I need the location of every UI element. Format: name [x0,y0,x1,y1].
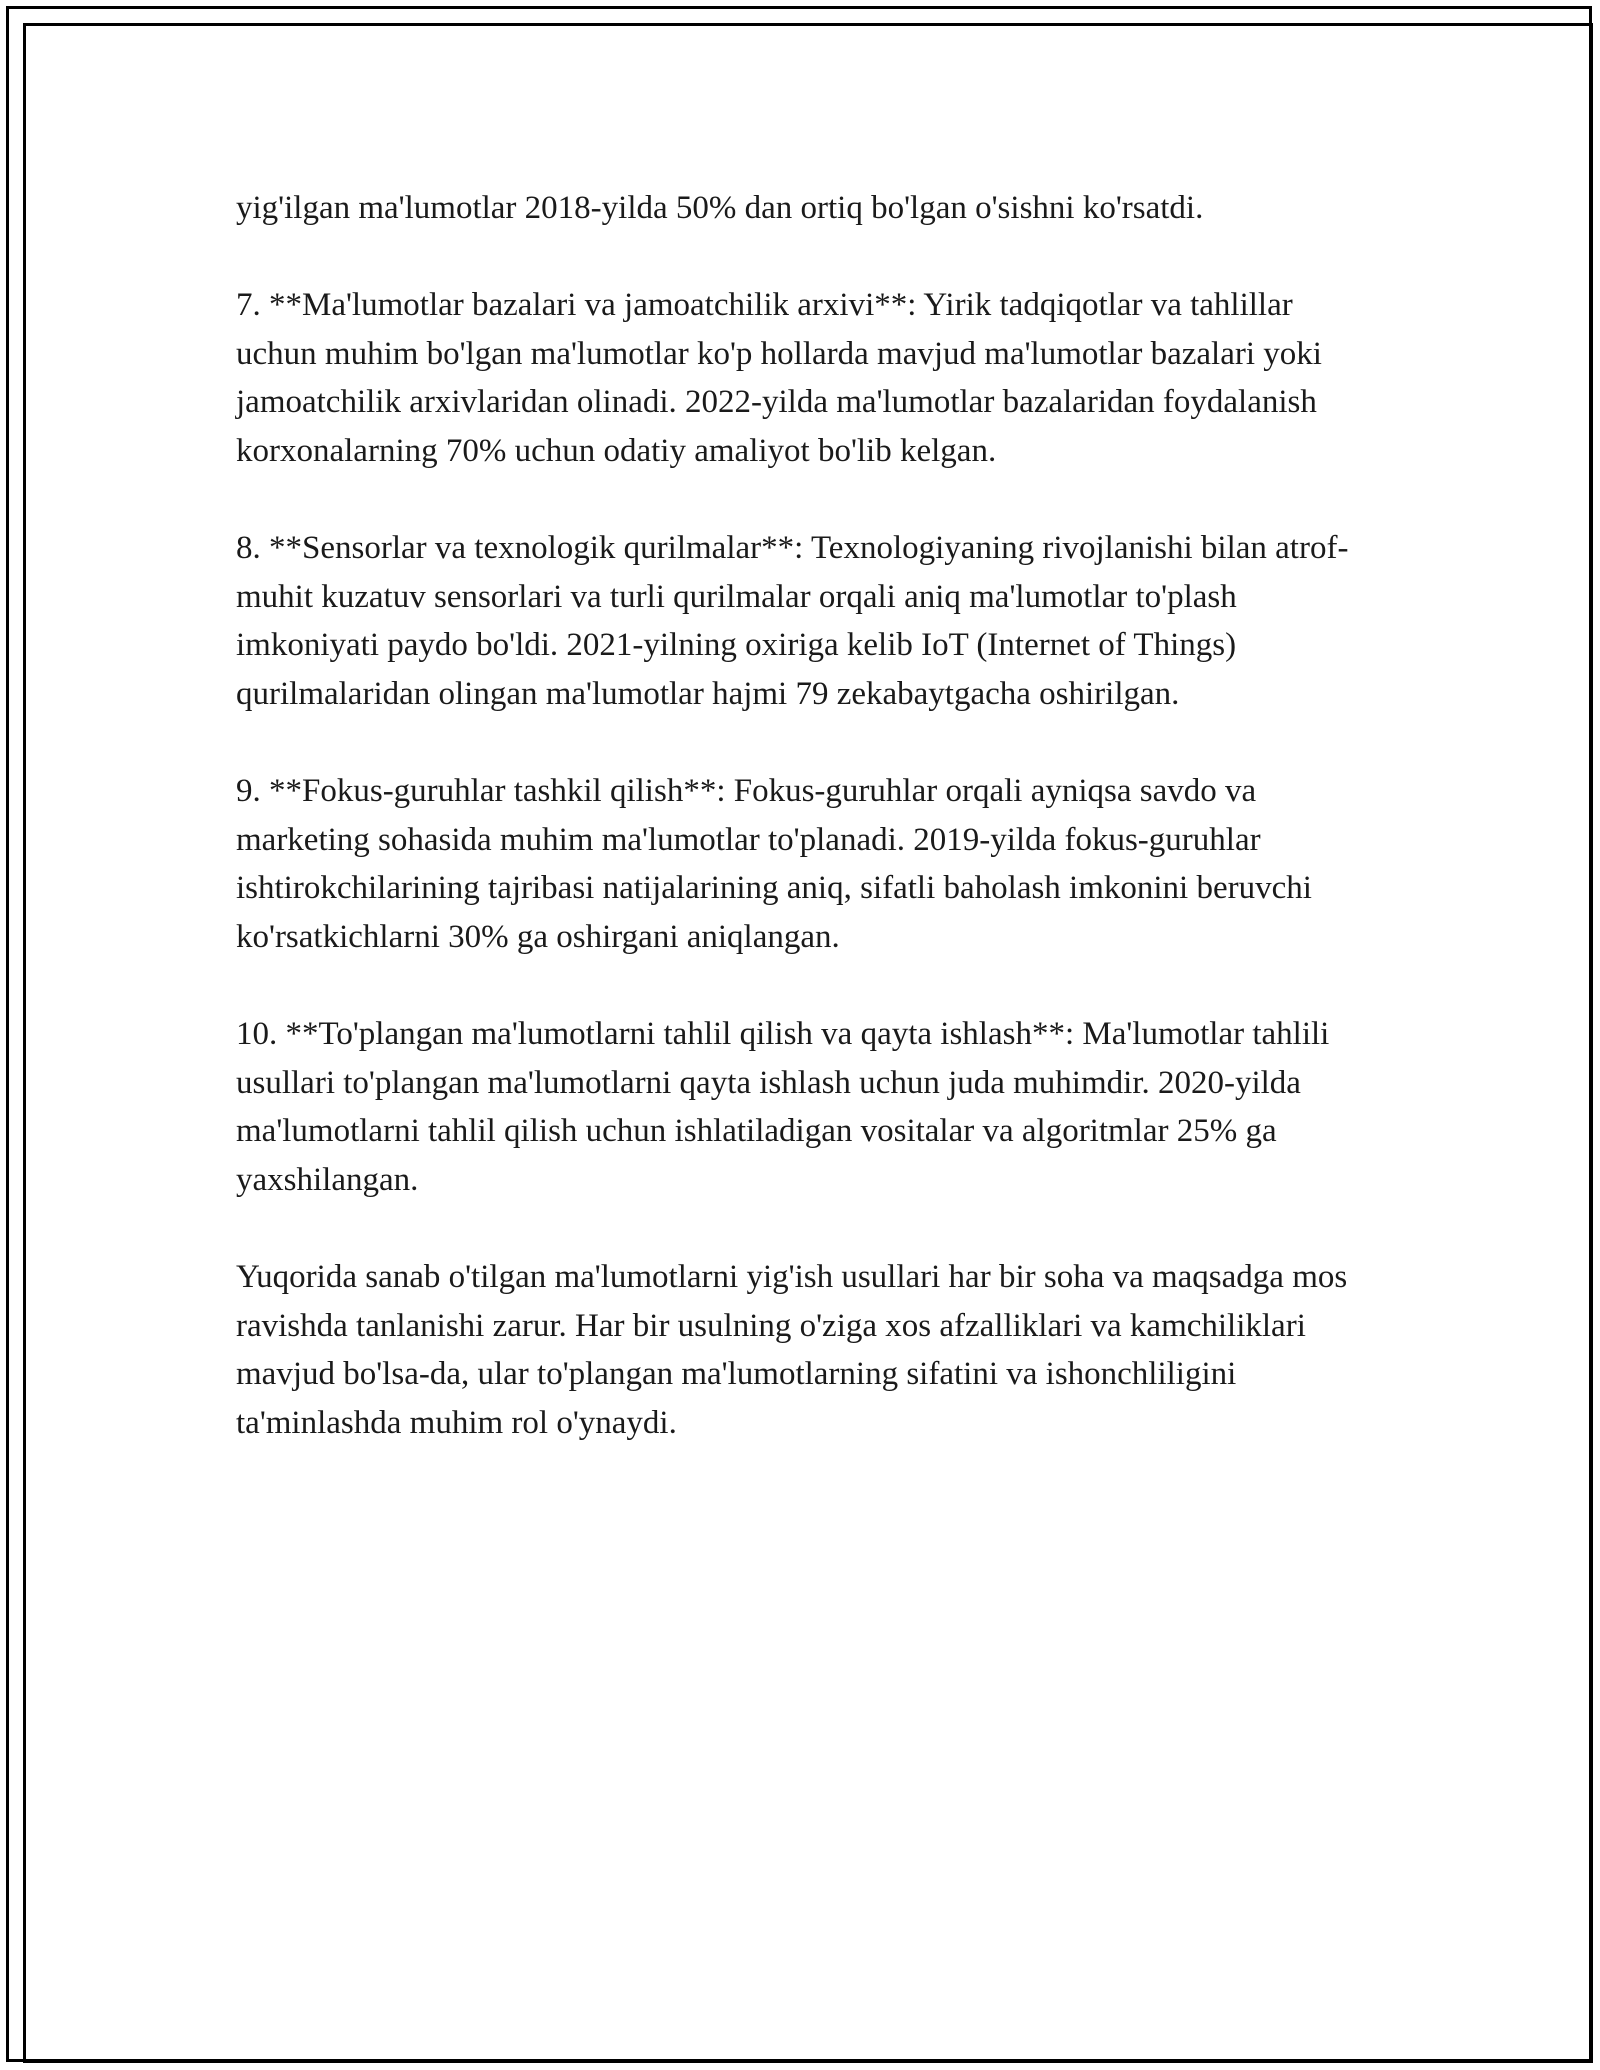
paragraph-item-9: 9. **Fokus-guruhlar tashkil qilish**: Fokus-guruhlar orqali ayniqsa savdo va marketing sohasida muhim ma'lumotlar to'planadi. 2019-yilda fokus-guruhlar ishtirokchilarining tajribasi natijalarining aniq, sifatli baholash imkonini beruvchi ko'rsatkichlarni 30% ga oshirgani aniqlangan. [236,773,1312,955]
paragraph-conclusion: Yuqorida sanab o'tilgan ma'lumotlarni yig'ish usullari har bir soha va maqsadga mos ravishda tanlanishi zarur. Har bir usulning o'ziga xos afzalliklari va kamchiliklari mavjud bo'lsa-da, ular to'plangan ma'lumotlarning sifatini va ishonchliligini ta'minlashda muhim rol o'ynaydi. [236,1259,1348,1441]
paragraph-continuation: yig'ilgan ma'lumotlar 2018-yilda 50% dan ortiq bo'lgan o'sishni ko'rsatdi. [236,190,1204,226]
paragraph-item-8: 8. **Sensorlar va texnologik qurilmalar**: Texnologiyaning rivojlanishi bilan atrof-muhit kuzatuv sensorlari va turli qurilmalar orqali aniq ma'lumotlar to'plash imkoniyati paydo bo'ldi. 2021-yilning oxiriga kelib IoT (Internet of Things) qurilmalaridan olingan ma'lumotlar hajmi 79 zekabaytgacha oshirilgan. [236,530,1349,712]
paragraph-item-10: 10. **To'plangan ma'lumotlarni tahlil qilish va qayta ishlash**: Ma'lumotlar tahlili usullari to'plangan ma'lumotlarni qayta ishlash uchun juda muhimdir. 2020-yilda ma'lumotlarni tahlil qilish uchun ishlatiladigan vositalar va algoritmlar 25% ga yaxshilangan. [236,1016,1330,1198]
paragraph-item-7: 7. **Ma'lumotlar bazalari va jamoatchilik arxivi**: Yirik tadqiqotlar va tahlillar uchun muhim bo'lgan ma'lumotlar ko'p hollarda mavjud ma'lumotlar bazalari yoki jamoatchilik arxivlaridan olinadi. 2022-yilda ma'lumotlar bazalaridan foydalanish korxonalarning 70% uchun odatiy amaliyot bo'lib kelgan. [236,287,1322,469]
document-body [236,184,1376,1447]
